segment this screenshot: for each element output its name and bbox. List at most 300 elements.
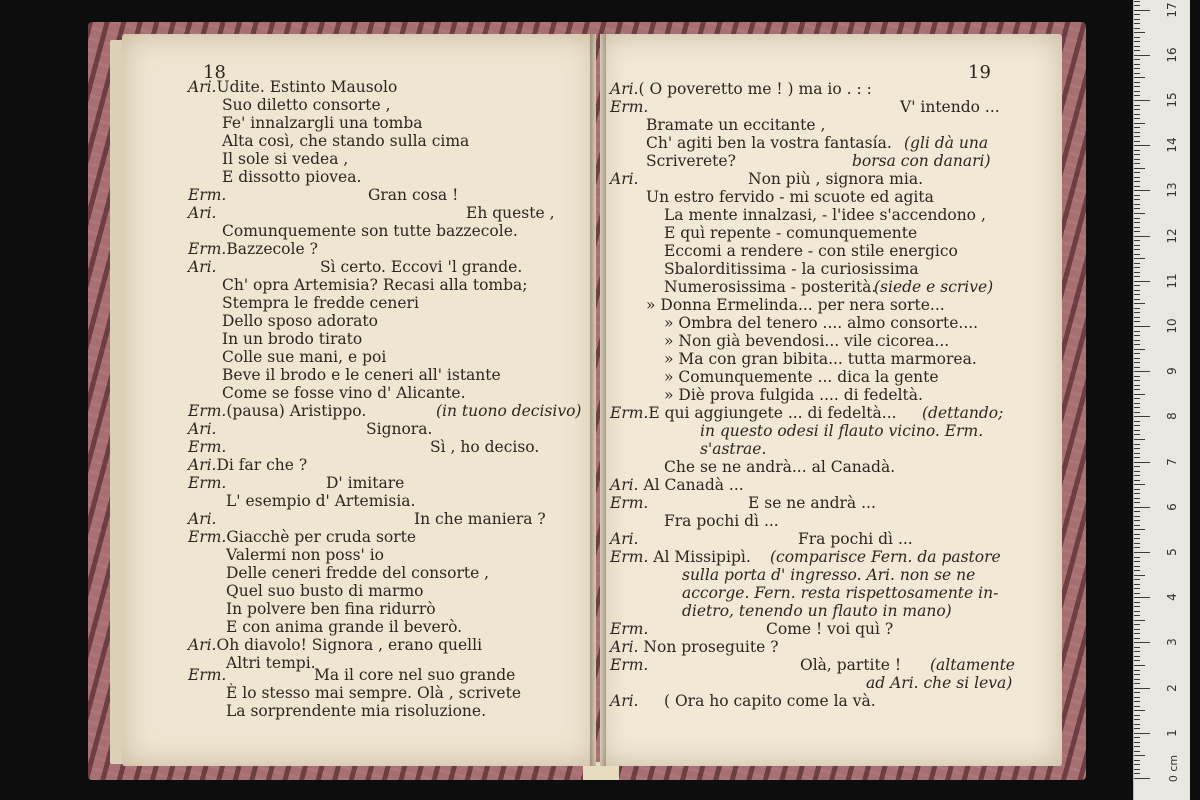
ruler-tick: [1134, 466, 1140, 467]
left-text-line: [222, 348, 386, 366]
dialogue-text: E con anima grande il beverò.: [226, 618, 463, 636]
ruler-tick: [1134, 317, 1140, 318]
dialogue-text: Bazzecole ?: [226, 240, 318, 258]
stage-direction: sulla porta d' ingresso. Ari. non se ne: [682, 566, 976, 584]
ruler-tick: [1134, 489, 1140, 490]
ruler-tick: [1134, 177, 1140, 178]
speaker-label: Erm.: [610, 620, 649, 638]
left-text-line: [188, 420, 217, 438]
dialogue-text: Dello sposo adorato: [222, 312, 378, 330]
ruler-tick: [1134, 475, 1140, 476]
ruler-tick: [1134, 606, 1140, 607]
dialogue-text: Un estro fervido - mi scuote ed agita: [646, 188, 934, 206]
stage-direction: borsa con danari): [852, 152, 991, 170]
left-text-line: [222, 222, 518, 240]
dialogue-text: V' intendo ...: [900, 98, 1000, 116]
right-text-line: [930, 656, 1015, 674]
left-text-line: [222, 384, 466, 402]
ruler-tick: [1134, 453, 1140, 454]
right-text-line: [664, 314, 978, 332]
left-text-line: [366, 420, 432, 438]
ruler-number: 16: [1165, 47, 1179, 63]
dialogue-text: Signora.: [366, 420, 433, 438]
left-text-line: [226, 654, 316, 672]
ruler-tick: [1134, 145, 1150, 146]
ruler-tick: [1134, 529, 1145, 530]
right-text-line: [682, 566, 975, 584]
ruler-tick: [1134, 421, 1140, 422]
ruler-tick: [1134, 629, 1140, 630]
stage-direction: s'astrae.: [700, 440, 767, 458]
right-text-line: [874, 278, 993, 296]
right-text-line: [664, 386, 923, 404]
ruler-tick: [1134, 349, 1145, 350]
right-text-line: [664, 350, 977, 368]
right-text-line: [610, 638, 779, 656]
dialogue-text: In polvere ben fina ridurrò: [226, 600, 436, 618]
ruler-number: 5: [1165, 548, 1179, 556]
right-text-line: [610, 692, 639, 710]
dialogue-text: » Diè prova fulgida .... di fedeltà.: [664, 386, 923, 404]
ruler-tick: [1134, 660, 1140, 661]
ruler-tick: [1134, 602, 1140, 603]
right-text-line: [800, 656, 901, 674]
dialogue-text: Al Missipipì.: [648, 548, 751, 566]
dialogue-text: Delle ceneri fredde del consorte ,: [226, 564, 490, 582]
right-text-line: [664, 260, 919, 278]
speaker-label: Ari.: [188, 78, 217, 96]
ruler-tick: [1134, 462, 1150, 463]
dialogue-text: Udite. Estinto Mausolo: [216, 78, 398, 96]
left-text-line: [414, 510, 546, 528]
ruler-tick: [1134, 611, 1140, 612]
ruler-tick: [1134, 249, 1140, 250]
ruler-tick: [1134, 236, 1150, 237]
left-text-line: [226, 564, 489, 582]
right-text-line: [900, 98, 1000, 116]
left-text-line: [188, 528, 416, 546]
left-text-line: [188, 438, 226, 456]
ruler-tick: [1134, 516, 1140, 517]
ruler-tick: [1134, 769, 1140, 770]
left-page-number: 18: [203, 62, 226, 83]
ruler-tick: [1134, 272, 1140, 273]
stage-direction: (gli dà una: [904, 134, 989, 152]
ruler-tick: [1134, 10, 1150, 11]
speaker-label: Ari.: [188, 636, 217, 654]
ruler-tick: [1134, 321, 1140, 322]
dialogue-text: Eccomi a rendere - con stile energico: [664, 242, 958, 260]
right-text-line: [700, 422, 983, 440]
ruler-tick: [1134, 367, 1140, 368]
ruler-tick: [1134, 706, 1140, 707]
dialogue-text: Scriverete?: [646, 152, 736, 170]
ruler-tick: [1134, 376, 1140, 377]
ruler-tick: [1134, 773, 1140, 774]
ruler-tick: [1134, 344, 1140, 345]
ruler-tick: [1134, 412, 1140, 413]
speaker-label: Ari.: [610, 638, 639, 656]
ruler-tick: [1134, 444, 1140, 445]
ruler-tick: [1134, 665, 1145, 666]
dialogue-text: Olà, partite !: [800, 656, 902, 674]
dialogue-text: Di far che ?: [216, 456, 308, 474]
ruler-tick: [1134, 715, 1140, 716]
dialogue-text: » Ombra del tenero .... almo consorte....: [664, 314, 979, 332]
ruler-tick: [1134, 380, 1140, 381]
ruler-tick: [1134, 425, 1140, 426]
dialogue-text: » Comunquemente ... dica la gente: [664, 368, 939, 386]
dialogue-text: ( Ora ho capito come la và.: [664, 692, 876, 710]
ruler-tick: [1134, 19, 1140, 20]
ruler-number: 13: [1165, 182, 1179, 199]
dialogue-text: Suo diletto consorte ,: [222, 96, 391, 114]
stage-direction: accorge. Fern. resta rispettosamente in-: [682, 584, 999, 602]
ruler-tick: [1134, 136, 1140, 137]
ruler-tick: [1134, 647, 1140, 648]
left-text-line: [188, 636, 482, 654]
ruler-tick: [1134, 77, 1145, 78]
ruler-tick: [1134, 154, 1140, 155]
right-text-line: [682, 602, 952, 620]
dialogue-text: Stempra le fredde ceneri: [222, 294, 419, 312]
ruler-tick: [1134, 670, 1140, 671]
ruler-tick: [1134, 213, 1145, 214]
ruler-tick: [1134, 511, 1140, 512]
ruler-tick: [1134, 651, 1140, 652]
ruler-tick: [1134, 579, 1140, 580]
dialogue-text: Valermi non poss' io: [226, 546, 384, 564]
dialogue-text: Colle sue mani, e poi: [222, 348, 387, 366]
ruler-tick: [1134, 575, 1145, 576]
right-text-line: [766, 620, 893, 638]
ruler-tick: [1134, 190, 1150, 191]
ruler-tick: [1134, 534, 1140, 535]
ruler-tick: [1134, 588, 1140, 589]
ruler-tick: [1134, 362, 1140, 363]
ruler-tick: [1134, 538, 1140, 539]
dialogue-text: E se ne andrà ...: [748, 494, 876, 512]
ruler-number: 9: [1165, 367, 1179, 376]
right-text-line: [664, 458, 895, 476]
ruler-tick: [1134, 123, 1145, 124]
left-text-line: [466, 204, 555, 222]
speaker-label: Ari.: [610, 692, 639, 710]
ruler-number: 17: [1165, 1, 1179, 18]
right-text-line: [852, 152, 991, 170]
ruler-tick: [1134, 755, 1145, 756]
ruler-tick: [1134, 285, 1140, 286]
book-gutter: [590, 34, 606, 766]
stage-direction: in questo odesi il flauto vicino. Erm.: [700, 422, 984, 440]
right-text-line: [664, 692, 876, 710]
dialogue-text: Numerosissima - posterità.: [664, 278, 877, 296]
ruler-number: 7: [1165, 457, 1179, 466]
ruler-tick: [1134, 258, 1145, 259]
ruler-tick: [1134, 141, 1140, 142]
speaker-label: Erm.: [188, 528, 227, 546]
ruler-tick: [1134, 23, 1140, 24]
ruler-tick: [1134, 172, 1140, 173]
ruler-tick: [1134, 299, 1140, 300]
ruler-tick: [1134, 416, 1150, 417]
left-text-line: [188, 258, 217, 276]
ruler-tick: [1134, 507, 1150, 508]
dialogue-text: È lo stesso mai sempre. Olà , scrivete: [226, 684, 522, 702]
ruler-tick: [1134, 719, 1140, 720]
dialogue-text: D' imitare: [326, 474, 405, 492]
left-text-line: [222, 276, 527, 294]
left-text-line: [188, 474, 226, 492]
ruler-tick: [1134, 267, 1140, 268]
stage-direction: ad Ari. che si leva): [866, 674, 1013, 692]
right-text-line: [664, 512, 779, 530]
right-text-line: [610, 476, 744, 494]
ruler-tick: [1134, 335, 1140, 336]
ruler-number: 2: [1165, 683, 1179, 692]
ruler-tick: [1134, 728, 1140, 729]
dialogue-text: ( O poveretto me ! ) ma io . : :: [638, 80, 872, 98]
left-text-line: [222, 168, 361, 186]
left-text-line: [188, 78, 397, 96]
ruler-tick: [1134, 737, 1140, 738]
dialogue-text: L' esempio d' Artemisia.: [226, 492, 416, 510]
dialogue-text: Sì certo. Eccovi 'l grande.: [320, 258, 523, 276]
right-text-line: [664, 224, 917, 242]
ruler-tick: [1134, 552, 1150, 553]
ruler-tick: [1134, 724, 1140, 725]
dialogue-text: Il sole si vedea ,: [222, 150, 349, 168]
ruler-tick: [1134, 331, 1140, 332]
dialogue-text: La mente innalzasi, - l'idee s'accendono ,: [664, 206, 986, 224]
left-text-line: [326, 474, 404, 492]
right-text-line: [770, 548, 1001, 566]
dialogue-text: Bramate un eccitante ,: [646, 116, 826, 134]
ruler-tick: [1134, 308, 1140, 309]
ruler-tick: [1134, 434, 1140, 435]
ruler-tick: [1134, 624, 1140, 625]
dialogue-text: Come se fosse vino d' Alicante.: [222, 384, 466, 402]
ruler-tick: [1134, 32, 1145, 33]
ruler-tick: [1134, 733, 1150, 734]
speaker-label: Erm.: [188, 240, 227, 258]
dialogue-text: La sorprendente mia risoluzione.: [226, 702, 487, 720]
ruler-tick: [1134, 82, 1140, 83]
left-text-line: [226, 492, 415, 510]
ruler-tick: [1134, 46, 1140, 47]
dialogue-text: Come ! voi quì ?: [766, 620, 894, 638]
ruler-tick: [1134, 281, 1150, 282]
right-text-line: [610, 98, 648, 116]
ruler-tick: [1134, 222, 1140, 223]
speaker-label: Ari.: [610, 530, 639, 548]
ruler-tick: [1134, 710, 1145, 711]
ruler-tick: [1134, 95, 1140, 96]
ruler-tick: [1134, 620, 1145, 621]
left-text-line: [188, 666, 226, 684]
ruler-tick: [1134, 195, 1140, 196]
ruler-tick: [1134, 181, 1140, 182]
ruler-number: 15: [1165, 92, 1179, 108]
speaker-label: Ari.: [610, 80, 639, 98]
ruler-tick: [1134, 254, 1140, 255]
ruler-tick: [1134, 150, 1140, 151]
ruler-number: 11: [1165, 273, 1179, 289]
dialogue-text: Sbalorditissima - la curiosissima: [664, 260, 919, 278]
ruler-tick: [1134, 41, 1140, 42]
left-text-line: [188, 456, 307, 474]
ruler-tick: [1134, 312, 1140, 313]
left-text-line: [188, 240, 318, 258]
ruler-tick: [1134, 448, 1140, 449]
ruler-tick: [1134, 168, 1145, 169]
speaker-label: Erm.: [188, 402, 227, 420]
ruler-tick: [1134, 132, 1140, 133]
left-text-line: [368, 186, 458, 204]
speaker-label: Ari.: [188, 258, 217, 276]
right-text-line: [610, 530, 639, 548]
right-text-line: [798, 530, 913, 548]
dialogue-text: Che se ne andrà... al Canadà.: [664, 458, 896, 476]
right-text-line: [646, 116, 825, 134]
ruler-tick: [1134, 746, 1140, 747]
speaker-label: Erm.: [188, 474, 227, 492]
measuring-ruler: [1133, 0, 1190, 800]
ruler-number: 12: [1165, 227, 1179, 244]
right-page-number: 19: [968, 62, 991, 83]
ruler-tick: [1134, 642, 1150, 643]
ruler-tick: [1134, 199, 1140, 200]
stage-direction: (in tuono decisivo): [436, 402, 582, 420]
left-text-line: [226, 702, 486, 720]
ruler-tick: [1134, 593, 1140, 594]
ruler-tick: [1134, 14, 1140, 15]
ruler-tick: [1134, 118, 1140, 119]
ruler-tick: [1134, 439, 1145, 440]
speaker-label: Ari.: [188, 420, 217, 438]
ruler-number: 4: [1165, 593, 1179, 602]
left-text-line: [222, 366, 501, 384]
left-text-line: [314, 666, 515, 684]
ruler-tick: [1134, 697, 1140, 698]
right-text-line: [700, 440, 766, 458]
ruler-tick: [1134, 68, 1140, 69]
dialogue-text: E quì repente - comunquemente: [664, 224, 918, 242]
ruler-tick: [1134, 430, 1140, 431]
ruler-tick: [1134, 520, 1140, 521]
stage-direction: (dettando;: [922, 404, 1004, 422]
ruler-tick: [1134, 353, 1140, 354]
right-text-line: [610, 620, 648, 638]
dialogue-text: Alta così, che stando sulla cima: [222, 132, 470, 150]
left-text-line: [188, 510, 217, 528]
ruler-tick: [1134, 204, 1140, 205]
ruler-tick: [1134, 64, 1140, 65]
speaker-label: Ari.: [188, 510, 217, 528]
dialogue-text: Oh diavolo! Signora , erano quelli: [216, 636, 483, 654]
ruler-tick: [1134, 547, 1140, 548]
ruler-tick: [1134, 584, 1140, 585]
ruler-tick: [1134, 597, 1150, 598]
ruler-tick: [1134, 127, 1140, 128]
ruler-number: 8: [1165, 412, 1179, 421]
ruler-tick: [1134, 240, 1140, 241]
right-text-line: [610, 170, 639, 188]
left-text-line: [222, 150, 348, 168]
left-text-line: [226, 684, 521, 702]
ruler-tick: [1134, 86, 1140, 87]
ruler-tick: [1134, 326, 1150, 327]
ruler-tick: [1134, 615, 1140, 616]
ruler-number: 10: [1165, 318, 1179, 334]
ruler-tick: [1134, 290, 1140, 291]
left-text-line: [188, 186, 226, 204]
ruler-unit-label: 0 cm: [1167, 754, 1181, 783]
ruler-tick: [1134, 100, 1150, 101]
dialogue-text: E dissotto piovea.: [222, 168, 362, 186]
right-text-line: [610, 404, 897, 422]
right-text-line: [904, 134, 988, 152]
ruler-tick: [1134, 403, 1140, 404]
dialogue-text: Al Canadà ...: [638, 476, 744, 494]
right-text-line: [664, 332, 949, 350]
stage-direction: (siede e scrive): [874, 278, 994, 296]
ruler-tick: [1134, 457, 1140, 458]
dialogue-text: Ma il core nel suo grande: [314, 666, 516, 684]
speaker-label: Erm.: [188, 186, 227, 204]
ruler-number: 1: [1165, 728, 1179, 737]
right-text-line: [646, 152, 736, 170]
left-text-line: [436, 402, 581, 420]
ruler-tick: [1134, 28, 1140, 29]
ruler-tick: [1134, 55, 1150, 56]
ruler-tick: [1134, 742, 1140, 743]
right-text-line: [866, 674, 1012, 692]
dialogue-text: » Ma con gran bibita... tutta marmorea.: [664, 350, 977, 368]
ruler-number: 6: [1165, 502, 1179, 511]
speaker-label: Erm.: [188, 438, 227, 456]
right-text-line: [664, 206, 986, 224]
dialogue-text: Quel suo busto di marmo: [226, 582, 424, 600]
dialogue-text: In che maniera ?: [414, 510, 546, 528]
dialogue-text: E qui aggiungete ... di fedeltà...: [648, 404, 897, 422]
ruler-tick: [1134, 638, 1140, 639]
ruler-tick: [1134, 186, 1140, 187]
ruler-tick: [1134, 245, 1140, 246]
ruler-tick: [1134, 498, 1140, 499]
left-text-line: [226, 618, 462, 636]
right-text-line: [748, 170, 923, 188]
left-text-line: [320, 258, 522, 276]
speaker-label: Erm.: [188, 666, 227, 684]
dialogue-text: Ch' opra Artemisia? Recasi alla tomba;: [222, 276, 528, 294]
left-page-edge: [110, 40, 122, 764]
stage-direction: dietro, tenendo un flauto in mano): [682, 602, 952, 620]
ruler-tick: [1134, 561, 1140, 562]
left-text-line: [226, 600, 436, 618]
ruler-tick: [1134, 570, 1140, 571]
right-text-line: [610, 548, 751, 566]
right-text-line: [664, 368, 939, 386]
right-text-line: [664, 278, 876, 296]
speaker-label: Ari.: [610, 170, 639, 188]
speaker-label: Erm.: [610, 98, 649, 116]
ruler-tick: [1134, 218, 1140, 219]
ruler-tick: [1134, 73, 1140, 74]
ruler-tick: [1134, 656, 1140, 657]
right-text-line: [610, 656, 648, 674]
right-text-line: [682, 584, 998, 602]
